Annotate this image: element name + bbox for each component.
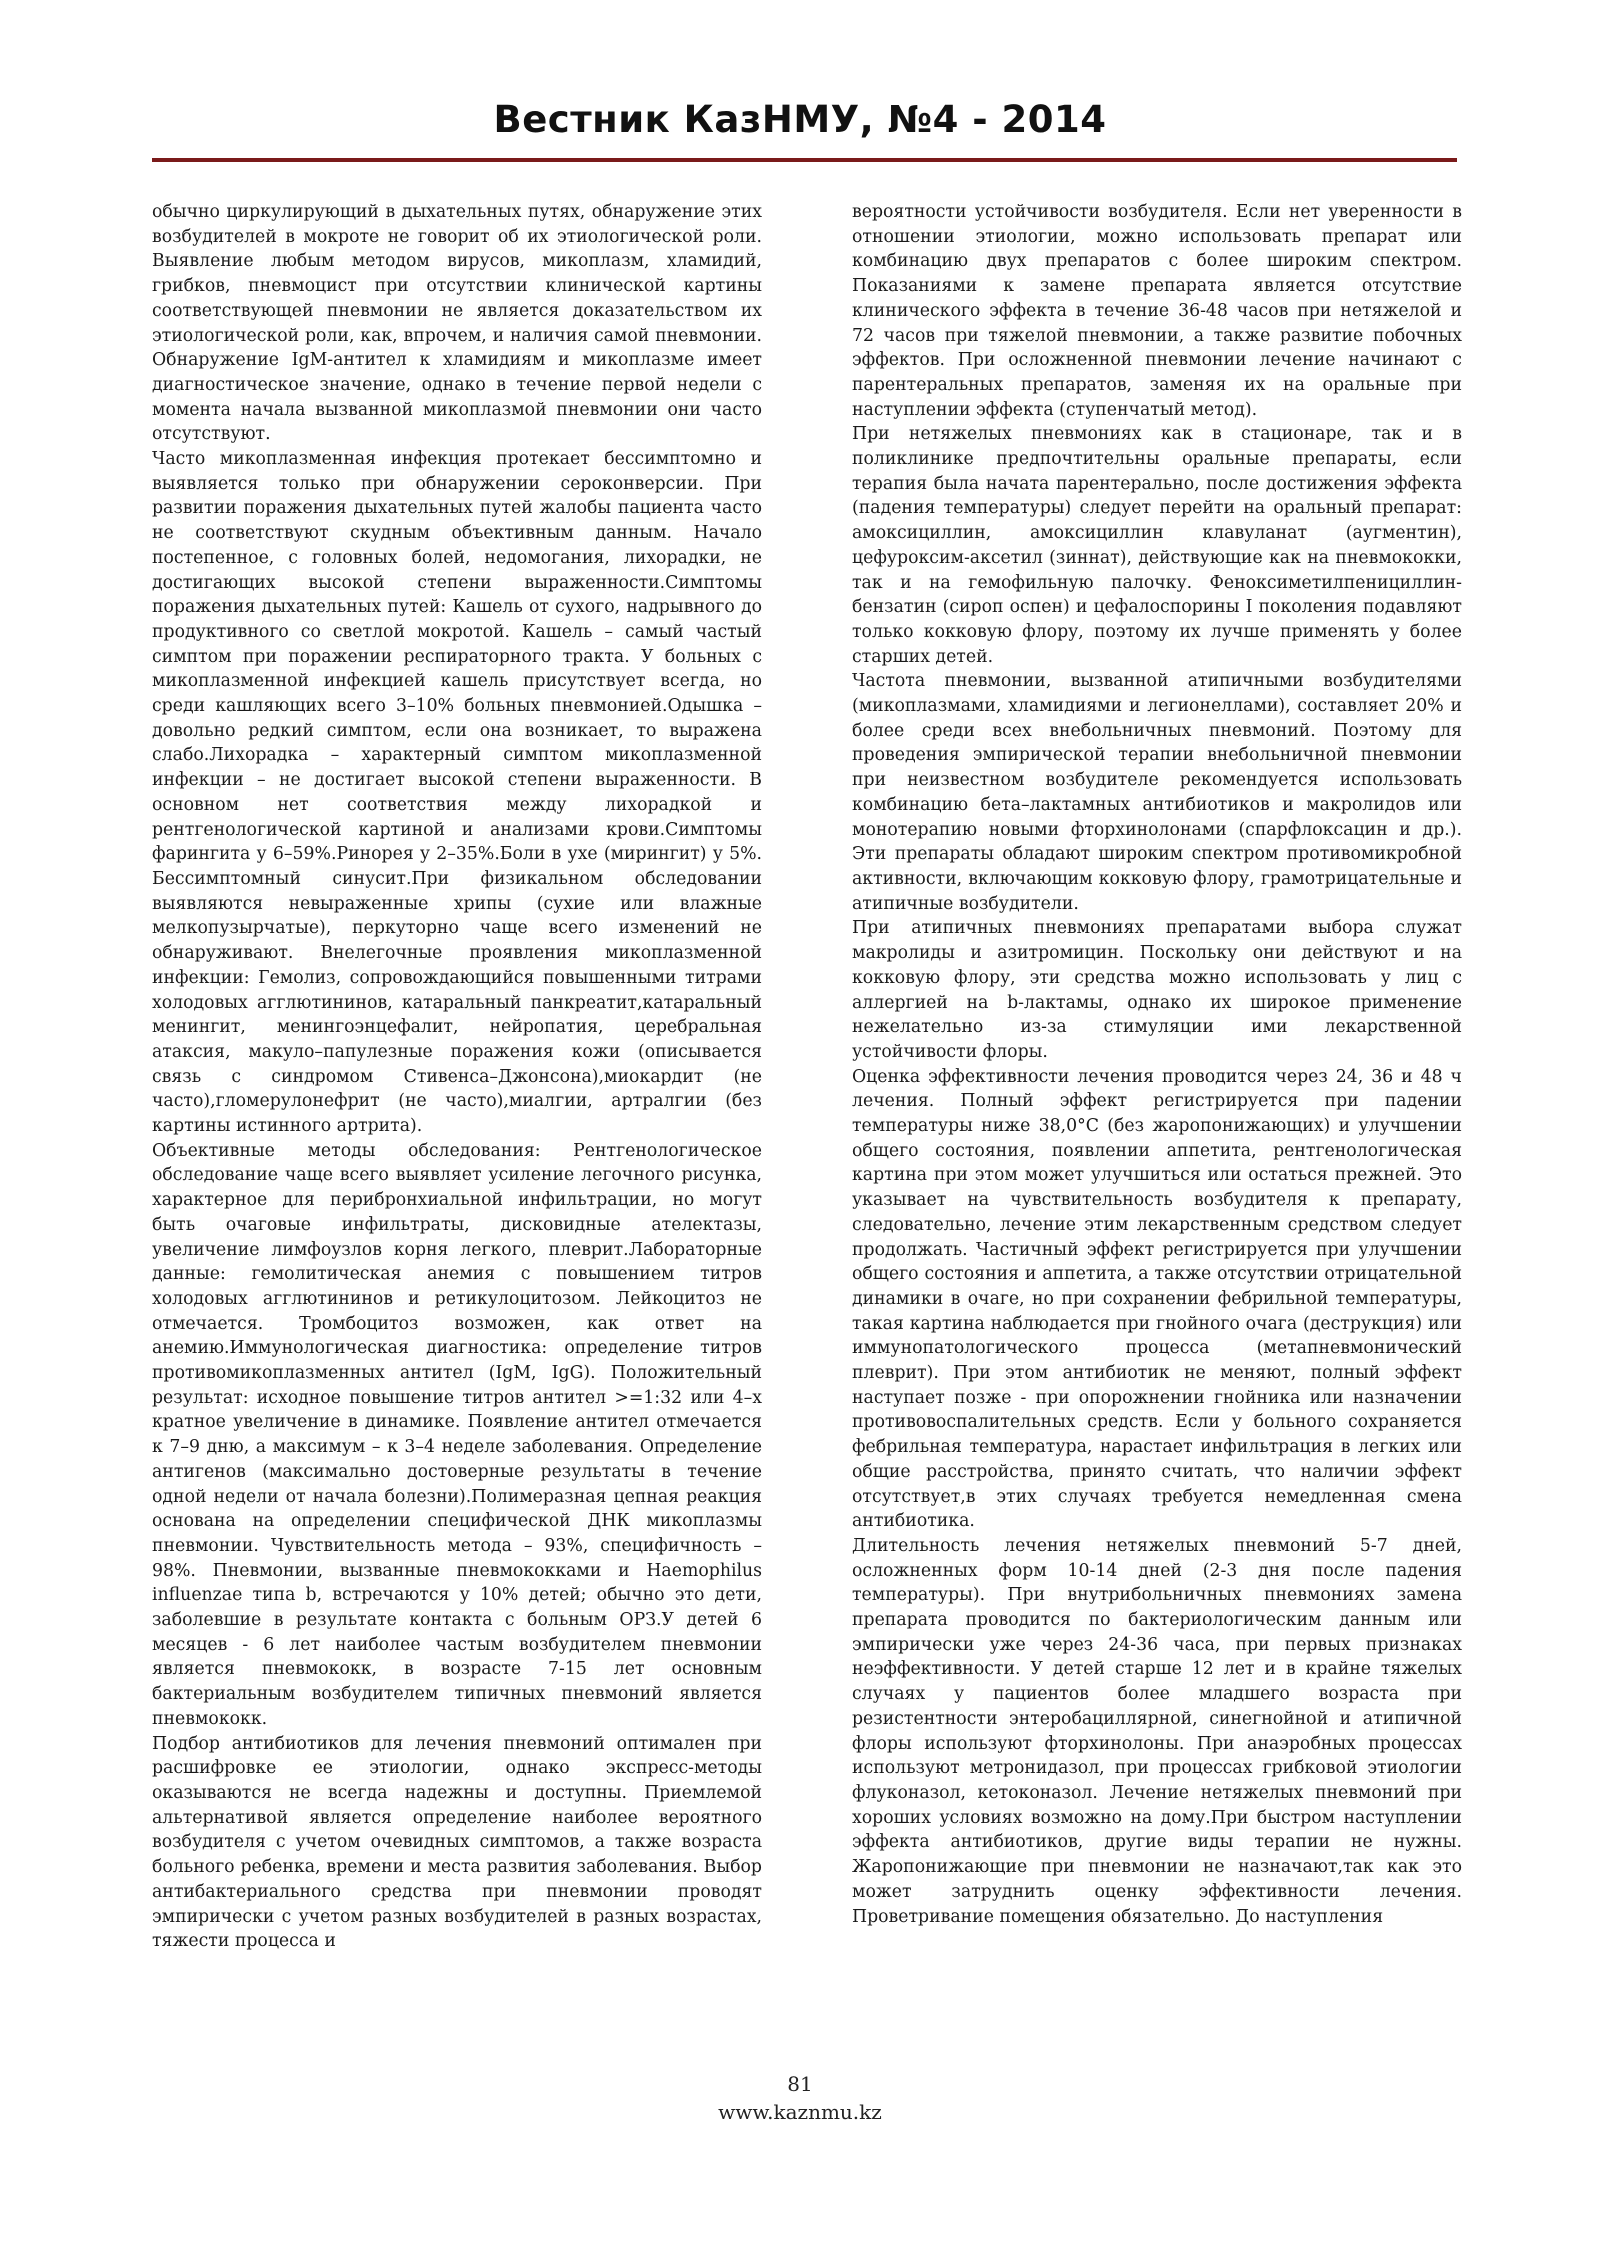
paragraph: Длительность лечения нетяжелых пневмоний 5-7 дней, осложненных форм 10-14 дней (2-3 дня после падения температуры). При внутрибольничных пневмониях замена препарата проводится по бактериологическим данным или эмпирически уже через 24-36 часа, при первых признаках неэффективности. У детей старше 12 лет и в крайне тяжелых случаях у пациентов более младшего возраста при резистентности энтеробациллярной, синегнойной и атипичной флоры используют фторхинолоны. При анаэробных процессах используют метронидазол, при процессах грибковой этиологии флуконазол, кетоконазол. Лечение нетяжелых пневмоний при хороших условиях возможно на дому.При быстром наступлении эффекта антибиотиков, другие виды терапии не нужны. Жаропонижающие при пневмонии не назначают,так как это может затруднить оценку эффективности лечения. Проветривание помещения обязательно. До наступления: [852, 1535, 1462, 1927]
paragraph: При атипичных пневмониях препаратами выбора служат макролиды и азитромицин. Поскольку они действуют и на кокковую флору, эти средства можно использовать у лиц с аллергией на b-лактамы, однако их широкое применение нежелательно из-за стимуляции ими лекарственной устойчивости флоры.: [852, 918, 1462, 1062]
paragraph: При нетяжелых пневмониях как в стационаре, так и в поликлинике предпочтительны оральные препараты, если терапия была начата парентерально, после достижения эффекта (падения температуры) следует перейти на оральный препарат: амоксициллин, амоксициллин клавуланат (аугментин), цефуроксим-аксетил (зиннат), действующие как на пневмококки, так и на гемофильную палочку. Феноксиметилпенициллин-бензатин (сироп оспен) и цефалоспорины I поколения подавляют только кокковую флору, поэтому их лучше применять у более старших детей.: [852, 424, 1462, 667]
paragraph: обычно циркулирующий в дыхательных путях, обнаружение этих возбудителей в мокроте не говорит об их этиологической роли. Выявление любым методом вирусов, микоплазм, хламидий, грибков, пневмоцист при отсутствии клинической картины соответствующей пневмонии не является доказательством их этиологической роли, как, впрочем, и наличия самой пневмонии. Обнаружение IgM-антител к хламидиям и микоплазме имеет диагностическое значение, однако в течение первой недели с момента начала вызванной микоплазмой пневмонии они часто отсутствуют.: [152, 202, 762, 445]
paragraph: вероятности устойчивости возбудителя. Если нет уверенности в отношении этиологии, можно использовать препарат или комбинацию двух препаратов с более широким спектром. Показаниями к замене препарата является отсутствие клинического эффекта в течение 36-48 часов при нетяжелой и 72 часов при тяжелой пневмонии, а также развитие побочных эффектов. При осложненной пневмонии лечение начинают с парентеральных препаратов, заменяя их на оральные при наступлении эффекта (ступенчатый метод).: [852, 202, 1462, 420]
paragraph: Объективные методы обследования: Рентгенологическое обследование чаще всего выявляет усиление легочного рисунка, характерное для перибронхиальной инфильтрации, но могут быть очаговые инфильтраты, дисковидные ателектазы, увеличение лимфоузлов корня легкого, плеврит.Лабораторные данные: гемолитическая анемия с повышением титров холодовых агглютининов и ретикулоцитозом. Лейкоцитоз не отмечается. Тромбоцитоз возможен, как ответ на анемию.Иммунологическая диагностика: определение титров противомикоплазменных антител (IgM, IgG). Положительный результат: исходное повышение титров антител >=1:32 или 4–х кратное увеличение в динамике. Появление антител отмечается к 7–9 дню, а максимум – к 3–4 неделе заболевания. Определение антигенов (максимально достоверные результаты в течение одной недели от начала болезни).Полимеразная цепная реакция основана на определении специфической ДНК микоплазмы пневмонии. Чувствительность метода – 93%, специфичность – 98%. Пневмонии, вызванные пневмококками и Haemophilus influenzae типа b, встречаются у 10% детей; обычно это дети, заболевшие в результате контакта с больным ОРЗ.У детей 6 месяцев - 6 лет наиболее частым возбудителем пневмонии является пневмококк, в возрасте 7-15 лет основным бактериальным возбудителем типичных пневмоний является пневмококк.: [152, 1140, 762, 1729]
header-rule: [152, 158, 1457, 162]
right-column: [852, 200, 1462, 1929]
left-column: [152, 200, 762, 1954]
journal-title: Вестник КазНМУ, №4 - 2014: [493, 98, 1107, 141]
page-number: 81: [787, 2072, 813, 2096]
paragraph: Оценка эффективности лечения проводится через 24, 36 и 48 ч лечения. Полный эффект регистрируется при падении температуры ниже 38,0°С (без жаропонижающих) и улучшении общего состояния, появлении аппетита, рентгенологическая картина при этом может улучшиться или остаться прежней. Это указывает на чувствительность возбудителя к препарату, следовательно, лечение этим лекарственным средством следует продолжать. Частичный эффект регистрируется при улучшении общего состояния и аппетита, а также отсутствии отрицательной динамики в очаге, но при сохранении фебрильной температуры, такая картина наблюдается при гнойного очага (деструкция) или иммунопатологического процесса (метапневмонический плеврит). При этом антибиотик не меняют, полный эффект наступает позже - при опорожнении гнойника или назначении противовоспалительных средств. Если у больного сохраняется фебрильная температура, нарастает инфильтрация в легких или общие расстройства, принято считать, что наличии эффект отсутствует,в этих случаях требуется немедленная смена антибиотика.: [852, 1066, 1462, 1532]
paragraph: Частота пневмонии, вызванной атипичными возбудителями (микоплазмами, хламидиями и легионеллами), составляет 20% и более среди всех внебольничных пневмоний. Поэтому для проведения эмпирической терапии внебольничной пневмонии при неизвестном возбудителе рекомендуется использовать комбинацию бета–лактамных антибиотиков и макролидов или монотерапию новыми фторхинолонами (спарфлоксацин и др.). Эти препараты обладают широким спектром противомикробной активности, включающим кокковую флору, грамотрицательные и атипичные возбудители.: [852, 671, 1462, 914]
paragraph: Часто микоплазменная инфекция протекает бессимптомно и выявляется только при обнаружении сероконверсии. При развитии поражения дыхательных путей жалобы пациента часто не соответствуют скудным объективным данным. Начало постепенное, с головных болей, недомогания, лихорадки, не достигающих высокой степени выраженности.Симптомы поражения дыхательных путей: Кашель от сухого, надрывного до продуктивного со светлой мокротой. Кашель – самый частый симптом при поражении респираторного тракта. У больных с микоплазменной инфекцией кашель присутствует всегда, но среди кашляющих всего 3–10% больных пневмонией.Одышка – довольно редкий симптом, если она возникает, то выражена слабо.Лихорадка – характерный симптом микоплазменной инфекции – не достигает высокой степени выраженности. В основном нет соответствия между лихорадкой и рентгенологической картиной и анализами крови.Симптомы фарингита у 6–59%.Ринорея у 2–35%.Боли в ухе (мирингит) у 5%. Бессимптомный синусит.При физикальном обследовании выявляются невыраженные хрипы (сухие или влажные мелкопузырчатые), перкуторно чаще всего изменений не обнаруживают. Внелегочные проявления микоплазменной инфекции: Гемолиз, сопровождающийся повышенными титрами холодовых агглютининов, катаральный панкреатит,катаральный менингит, менингоэнцефалит, нейропатия, церебральная атаксия, макуло–папулезные поражения кожи (описывается связь с синдромом Стивенса–Джонсона),миокардит (не часто),гломерулонефрит (не часто),миалгии, артралгии (без картины истинного артрита).: [152, 449, 762, 1137]
site-url[interactable]: www.kaznmu.kz: [718, 2100, 882, 2124]
paragraph: Подбор антибиотиков для лечения пневмоний оптимален при расшифровке ее этиологии, однако экспресс-методы оказываются не всегда надежны и доступны. Приемлемой альтернативой является определение наиболее вероятного возбудителя с учетом очевидных симптомов, а также возраста больного ребенка, времени и места развития заболевания. Выбор антибактериального средства при пневмонии проводят эмпирически с учетом разных возбудителей в разных возрастах, тяжести процесса и: [152, 1733, 762, 1952]
